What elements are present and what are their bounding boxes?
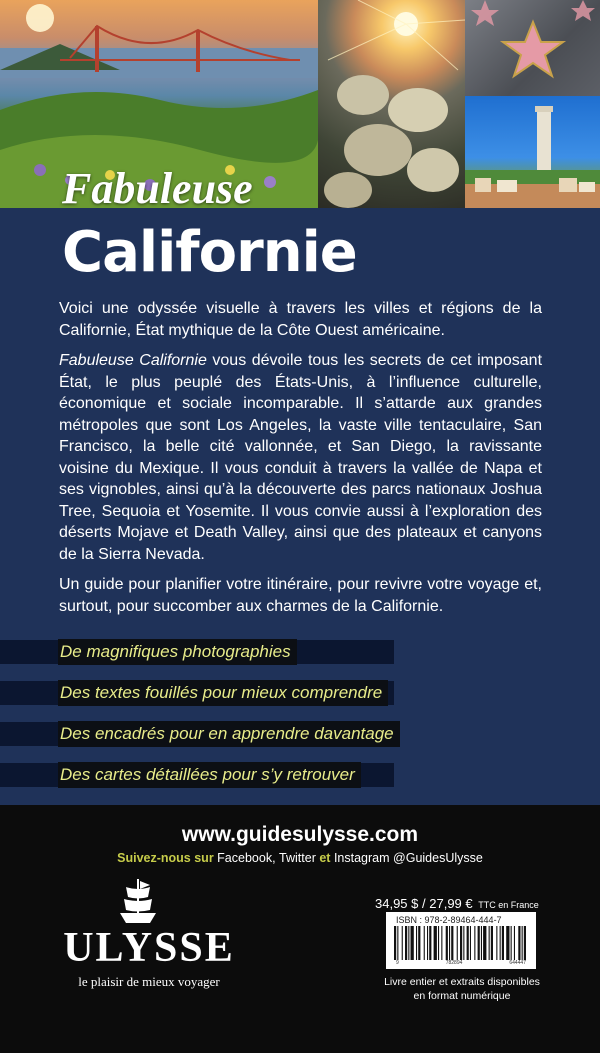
- barcode-bar: [449, 926, 450, 960]
- social-handle[interactable]: @GuidesUlysse: [393, 851, 483, 865]
- barcode-bar: [463, 926, 464, 960]
- barcode-bar: [457, 926, 458, 960]
- barcode-bar: [416, 926, 417, 960]
- barcode-digit-group: 644447: [509, 960, 526, 966]
- publisher-logo-text: ULYSSE: [63, 925, 235, 971]
- coit-tower-illustration: [465, 96, 600, 208]
- barcode-bar: [474, 926, 475, 960]
- barcode-bar: [500, 926, 501, 960]
- comma: ,: [272, 851, 276, 865]
- title-line-1: Fabuleuse: [62, 164, 253, 213]
- barcode-bar: [502, 926, 504, 960]
- barcode-digit-group: 782894: [445, 960, 463, 966]
- feature-band: [0, 758, 600, 792]
- barcode-bar: [424, 926, 425, 960]
- barcode-digits: [396, 960, 526, 966]
- book-title-emphasis: Fabuleuse Californie: [59, 352, 207, 369]
- barcode-bars: [394, 926, 528, 960]
- cactus-illustration: [318, 0, 465, 208]
- feature-label: Des cartes détaillées pour s’y retrouver: [58, 762, 361, 788]
- feature-label: De magnifiques photographies: [58, 639, 297, 665]
- digital-availability-note: [384, 975, 540, 1003]
- barcode-bar: [460, 926, 462, 960]
- price-eur: 27,99 €: [429, 896, 473, 911]
- hollywood-walk-of-fame-photo: [465, 0, 600, 96]
- facebook-link[interactable]: Facebook: [217, 851, 273, 865]
- publisher-tagline: le plaisir de mieux voyager: [78, 974, 220, 989]
- website-url[interactable]: www.guidesulysse.com: [181, 823, 419, 846]
- price-ttc-note: TTC en France: [478, 900, 539, 910]
- barcode-bar: [411, 926, 414, 960]
- price-separator: /: [422, 896, 426, 911]
- barcode-bar: [489, 926, 490, 960]
- sailing-ship-icon: [118, 877, 158, 925]
- feature-band: [0, 676, 600, 710]
- description-paragraph-1: Voici une odyssée visuelle à travers les villes et régions de la Californie, État mythique de la Côte Ouest américaine.: [59, 300, 542, 339]
- barcode-bar: [470, 926, 471, 960]
- twitter-link[interactable]: Twitter: [279, 851, 316, 865]
- title-line-2: Californie: [62, 220, 357, 285]
- barcode-bar: [491, 926, 493, 960]
- footer-section: [0, 805, 600, 1053]
- barcode-bar: [518, 926, 520, 960]
- barcode-bar: [405, 926, 407, 960]
- walk-of-fame-star-icon: [465, 0, 600, 96]
- description-paragraph-2: [59, 350, 542, 565]
- barcode-bar: [483, 926, 486, 960]
- barcode-bar: [418, 926, 420, 960]
- barcode-bar: [514, 926, 515, 960]
- barcode-digit-group: 9: [396, 960, 399, 966]
- barcode-bar: [524, 926, 526, 960]
- price-line: [375, 896, 539, 911]
- and-word: et: [319, 851, 331, 865]
- barcode-bar: [408, 926, 409, 960]
- barcode-bar: [427, 926, 428, 960]
- isbn-number: ISBN : 978-2-89464-444-7: [396, 915, 502, 925]
- barcode-bar: [522, 926, 523, 960]
- barcode-bar: [478, 926, 480, 960]
- follow-prefix: Suivez-nous sur: [117, 851, 214, 865]
- barcode-bar: [446, 926, 448, 960]
- price-cad: 34,95 $: [375, 896, 419, 911]
- description-text: [59, 298, 542, 626]
- barcode-bar: [506, 926, 509, 960]
- feature-band: [0, 635, 600, 669]
- description-paragraph-2-body: vous dévoile tous les secrets de cet imposant État, le plus peuplé des États-Unis, à l’influence culturelle, économique et sociale incomparable. Il s’attarde aux grandes métropoles que sont Los Angeles, la vaste ville tentaculaire, San Francisco, la belle cité vallonnée, et San Diego, la ravissante voisine du Mexique. Il vous conduit à travers la vallée de Napa et ses vignobles, ainsi qu’à la découverte des parcs nationaux Joshua Tree, Sequoia et Yosemite. Il vous convie aussi à l’exploration des déserts Mojave et Death Valley, ainsi que des plateaux et canyons de la Sierra Nevada.: [59, 352, 543, 563]
- coit-tower-photo: [465, 96, 600, 208]
- barcode-bar: [441, 926, 442, 960]
- barcode-bar: [434, 926, 437, 960]
- instagram-link[interactable]: Instagram: [333, 851, 390, 865]
- barcode-bar: [438, 926, 439, 960]
- barcode-bar: [511, 926, 512, 960]
- barcode-bar: [481, 926, 482, 960]
- barcode-bar: [402, 926, 403, 960]
- barcode-bar: [451, 926, 453, 960]
- feature-label: Des encadrés pour en apprendre davantage: [58, 721, 400, 747]
- barcode-bar: [394, 926, 396, 960]
- feature-band: [0, 717, 600, 751]
- digital-note-line-1: Livre entier et extraits disponibles: [384, 976, 540, 988]
- barcode-bar: [397, 926, 398, 960]
- social-follow-line: [0, 851, 600, 865]
- barcode-bar: [496, 926, 497, 960]
- feature-label: Des textes fouillés pour mieux comprendre: [58, 680, 388, 706]
- barcode-bar: [467, 926, 469, 960]
- barcode: [386, 912, 536, 969]
- joshua-tree-cactus-photo: [318, 0, 465, 208]
- description-paragraph-3: Un guide pour planifier votre itinéraire, pour revivre votre voyage et, surtout, pour succomber aux charmes de la Californie.: [59, 576, 542, 615]
- barcode-bar: [429, 926, 431, 960]
- digital-note-line-2: en format numérique: [413, 990, 511, 1002]
